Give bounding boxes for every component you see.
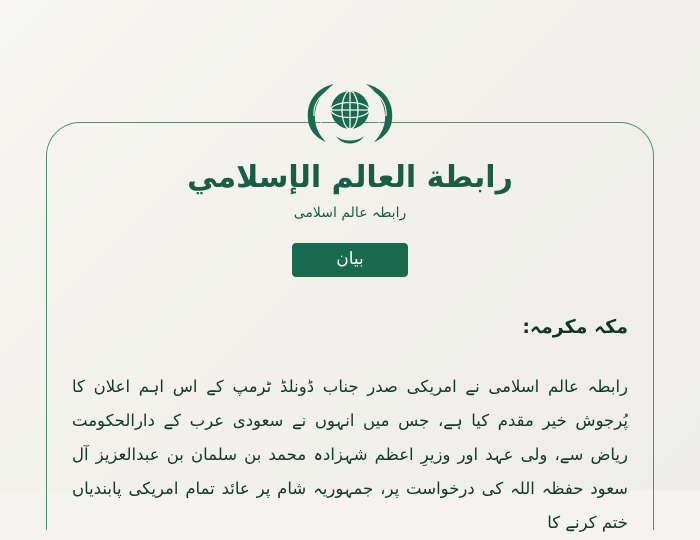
status-badge: بیان <box>292 243 408 277</box>
dateline: مکہ مکرمہ: <box>522 316 628 338</box>
statement-body <box>72 370 628 540</box>
statement-paragraph: رابطہ عالم اسلامی نے امریکی صدر جناب ڈونلڈ ٹرمپ کے اس اہم اعلان کا پُرجوش خیر مقدم کیا ہے، جس میں انہوں نے سعودی عرب کے دارالحکومت ریاض سے، ولی عہد اور وزیرِ اعظم شہزادہ محمد بن سلمان بن عبدالعزیز آل سعود حفظہ اللہ کی درخواست پر، جمہوریہ شام پر عائد تمام امریکی پابندیاں ختم کرنے کا <box>72 377 628 532</box>
organization-name-arabic: رابطة العالم الإسلامي <box>187 160 513 195</box>
statement-badge-container <box>0 243 700 277</box>
globe-wreath-emblem <box>294 76 406 148</box>
emblem-container <box>0 74 700 150</box>
organization-name-urdu: رابطہ عالم اسلامی <box>293 205 407 221</box>
